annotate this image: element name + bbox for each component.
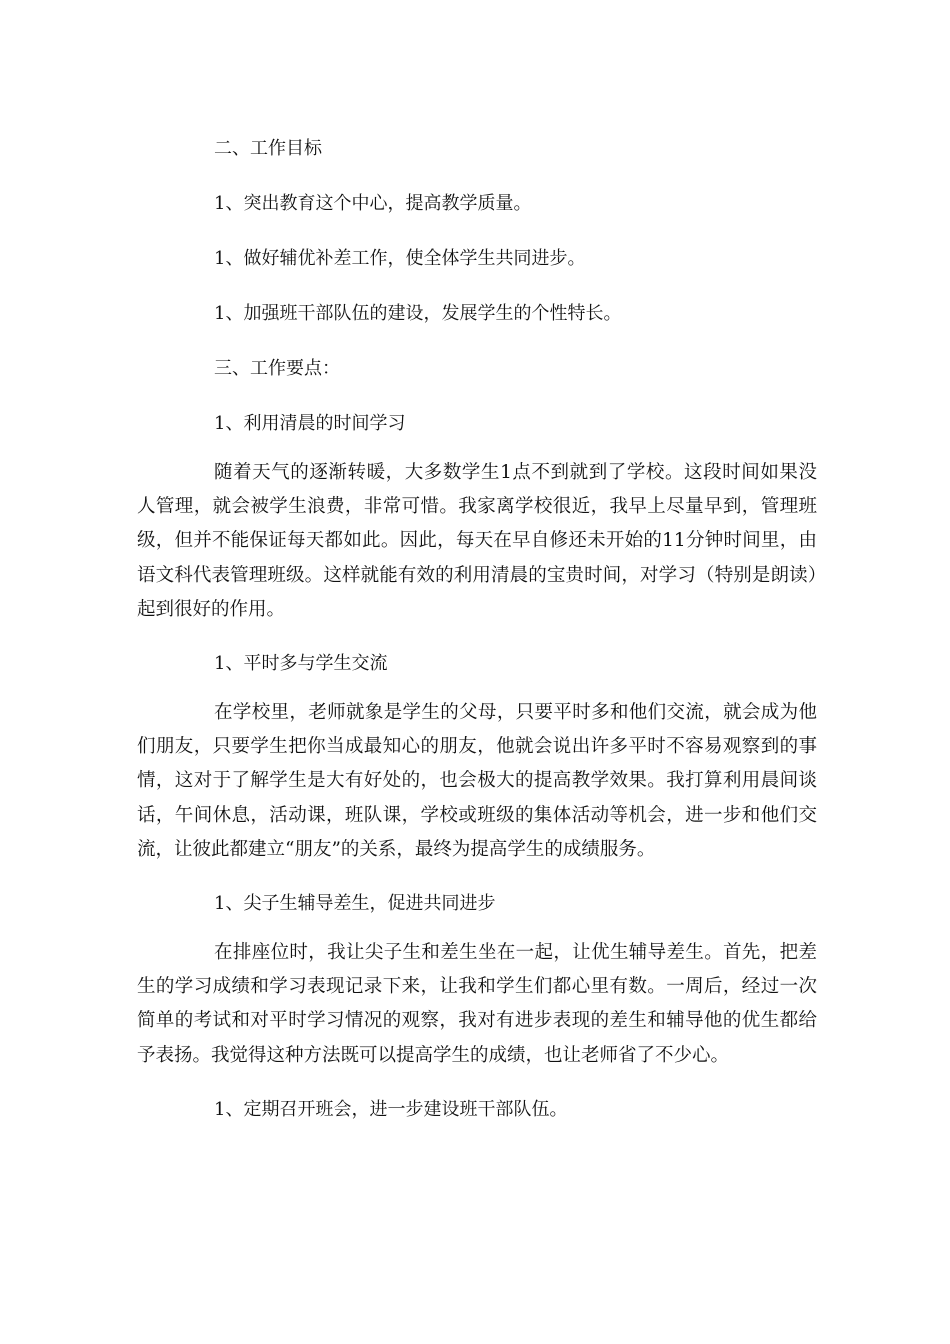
document-body: [137, 126, 817, 1142]
paragraph-peer-tutoring: 在排座位时，我让尖子生和差生坐在一起，让优生辅导差生。首先，把差生的学习成绩和学习表现记录下来，让我和学生们都心里有数。一周后，经过一次简单的考试和对平时学习情况的观察，我对有进步表现的差生和辅导他的优生都给予表扬。我觉得这种方法既可以提高学生的成绩，也让老师省了不少心。: [137, 942, 817, 1066]
paragraph-communication: 在学校里，老师就象是学生的父母，只要平时多和他们交流，就会成为他们朋友，只要学生把你当成最知心的朋友，他就会说出许多平时不容易观察到的事情，这对于了解学生是大有好处的，也会极大的提高教学效果。我打算利用晨间谈话，午间休息，活动课，班队课，学校或班级的集体活动等机会，进一步和他们交流，让彼此都建立“朋友”的关系，最终为提高学生的成绩服务。: [137, 702, 817, 860]
point-heading-class-meetings: 1、定期召开班会，进一步建设班干部队伍。: [214, 1098, 568, 1120]
goal-item-class-cadres: 1、加强班干部队伍的建设，发展学生的个性特长。: [214, 303, 622, 324]
goal-item-teaching-quality: 1、突出教育这个中心，提高教学质量。: [214, 193, 532, 214]
goal-item-tutoring: 1、做好辅优补差工作，使全体学生共同进步。: [214, 248, 586, 269]
paragraph-morning-study: 随着天气的逐渐转暖，大多数学生1点不到就到了学校。这段时间如果没人管理，就会被学生浪费，非常可惜。我家离学校很近，我早上尽量早到，管理班级，但并不能保证每天都如此。因此，每天在早自修还未开始的11分钟时间里，由语文科代表管理班级。这样就能有效的利用清晨的宝贵时间，对学习（特别是朗读）起到很好的作用。: [137, 462, 817, 620]
point-heading-morning-study: 1、利用清晨的时间学习: [214, 413, 406, 434]
section-heading-goals: 二、工作目标: [214, 138, 322, 159]
section-heading-key-points: 三、工作要点：: [214, 358, 340, 379]
point-heading-communication: 1、平时多与学生交流: [214, 653, 388, 675]
point-heading-peer-tutoring: 1、尖子生辅导差生，促进共同进步: [214, 893, 496, 915]
